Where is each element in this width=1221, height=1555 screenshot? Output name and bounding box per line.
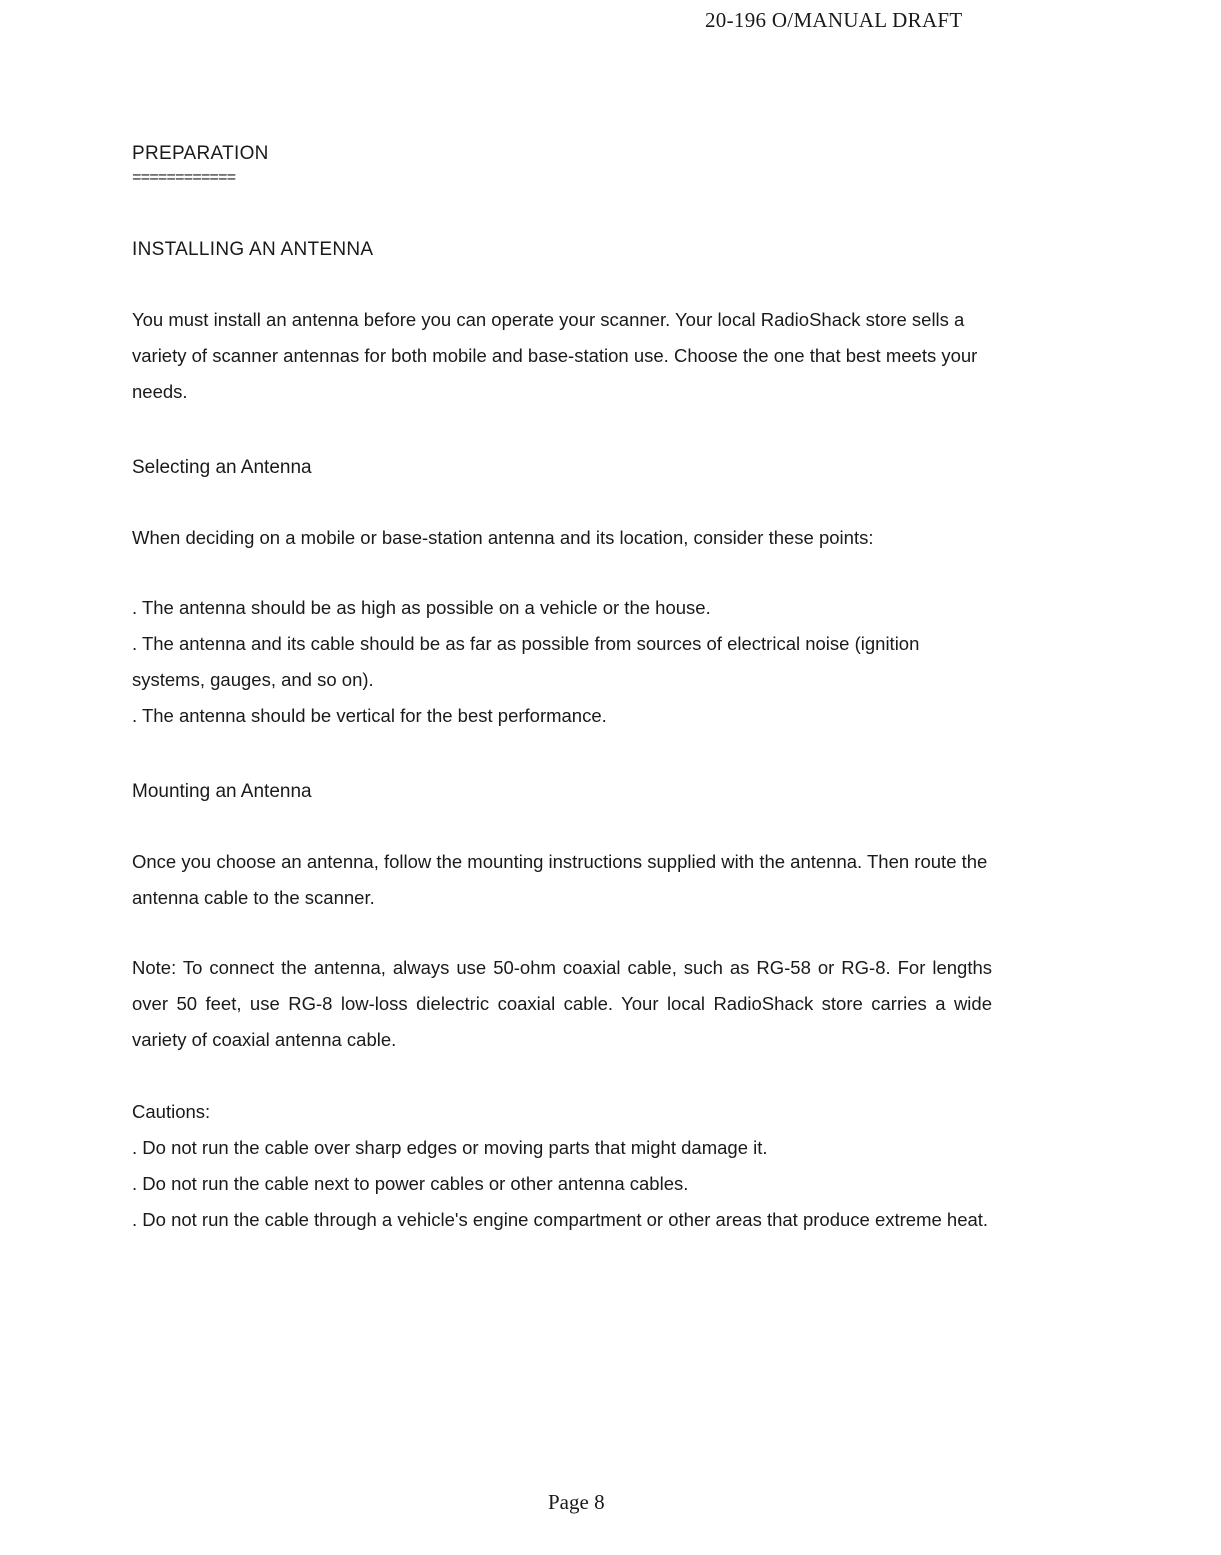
page-number: Page 8 <box>548 1490 605 1514</box>
selection-points-list <box>132 590 992 734</box>
document-body <box>132 136 992 1238</box>
list-item: . Do not run the cable through a vehicle's engine compartment or other areas that produce extreme heat. <box>132 1209 989 1230</box>
section-title: PREPARATION <box>132 143 269 164</box>
cautions-label: Cautions: <box>132 1101 211 1122</box>
subsection-title: INSTALLING AN ANTENNA <box>132 239 374 260</box>
intro-paragraph: You must install an antenna before you can operate your scanner. Your local RadioShack store sells a variety of scanner antennas for both mobile and base-station use. Choose the one that best meets your needs. <box>132 309 978 402</box>
document-header: 20-196 O/MANUAL DRAFT <box>705 8 963 32</box>
list-item: . Do not run the cable next to power cables or other antenna cables. <box>132 1173 689 1194</box>
selecting-antenna-lead: When deciding on a mobile or base-station antenna and its location, consider these points: <box>132 527 874 548</box>
cautions-list <box>132 1130 992 1238</box>
list-item: . The antenna and its cable should be as far as possible from sources of electrical noise (ignition systems, gauges, and so on). <box>132 633 920 690</box>
section-underline: ============ <box>132 169 236 187</box>
list-item: . Do not run the cable over sharp edges or moving parts that might damage it. <box>132 1137 768 1158</box>
mounting-paragraph: Once you choose an antenna, follow the mounting instructions supplied with the antenna. Then route the antenna cable to the scanner. <box>132 851 988 908</box>
mounting-antenna-title: Mounting an Antenna <box>132 781 312 802</box>
selecting-antenna-title: Selecting an Antenna <box>132 457 312 478</box>
list-item: . The antenna should be vertical for the best performance. <box>132 705 607 726</box>
note-paragraph: Note: To connect the antenna, always use 50-ohm coaxial cable, such as RG-58 or RG-8. For lengths over 50 feet, use RG-8 low-loss dielectric coaxial cable. Your local RadioShack store carries a wide variety of coaxial antenna cable. <box>132 957 992 1050</box>
list-item: . The antenna should be as high as possible on a vehicle or the house. <box>132 597 711 618</box>
